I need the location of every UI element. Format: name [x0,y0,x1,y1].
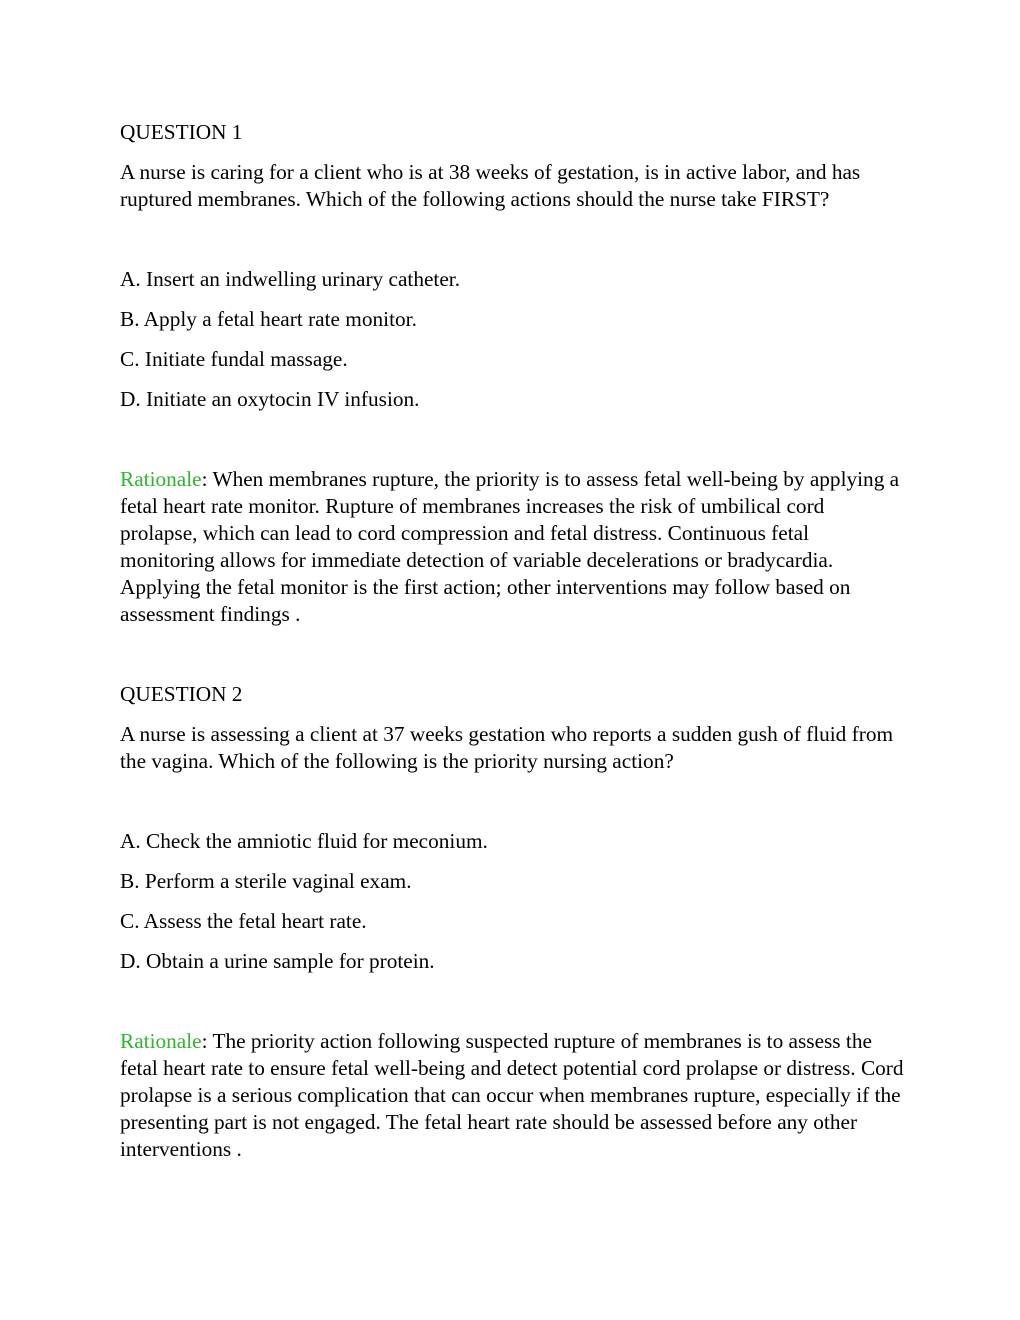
rationale-label: Rationale [120,467,202,491]
question-heading: QUESTION 2 [120,682,243,706]
rationale-text: : When membranes rupture, the priority is to assess fetal well-being by applying a fetal heart rate monitor. Rupture of membranes increases the risk of umbilical cord prolapse, which can lead to cord compression and fetal distress. Continuous fetal monitoring allows for immediate detection of variable decelerations or bradycardia. Applying the fetal monitor is the first action; other interventions may follow based on assessment findings . [120,467,900,626]
answer-option-c: C. Initiate fundal massage. [120,347,348,371]
rationale-text: : The priority action following suspected rupture of membranes is to assess the fetal heart rate to ensure fetal well-being and detect potential cord prolapse or distress. Cord prolapse is a serious complication that can occur when membranes rupture, especially if the presenting part is not engaged. The fetal heart rate should be assessed before any other interventions . [120,1029,904,1161]
answer-options [120,828,905,975]
rationale [120,1028,905,1163]
question-stem: A nurse is caring for a client who is at 38 weeks of gestation, is in active labor, and has ruptured membranes. Which of the following actions should the nurse take FIRST? [120,160,861,211]
question-2 [120,681,905,1163]
answer-options [120,266,905,413]
question-stem: A nurse is assessing a client at 37 weeks gestation who reports a sudden gush of fluid from the vagina. Which of the following is the priority nursing action? [120,722,894,773]
answer-option-b: B. Perform a sterile vaginal exam. [120,869,412,893]
question-heading: QUESTION 1 [120,120,243,144]
answer-option-d: D. Initiate an oxytocin IV infusion. [120,387,420,411]
answer-option-a: A. Check the amniotic fluid for meconium. [120,829,488,853]
answer-option-b: B. Apply a fetal heart rate monitor. [120,307,417,331]
answer-option-a: A. Insert an indwelling urinary catheter. [120,267,461,291]
answer-option-d: D. Obtain a urine sample for protein. [120,949,435,973]
answer-option-c: C. Assess the fetal heart rate. [120,909,367,933]
rationale [120,466,905,628]
document-content [120,119,905,1163]
rationale-label: Rationale [120,1029,202,1053]
question-1 [120,119,905,628]
